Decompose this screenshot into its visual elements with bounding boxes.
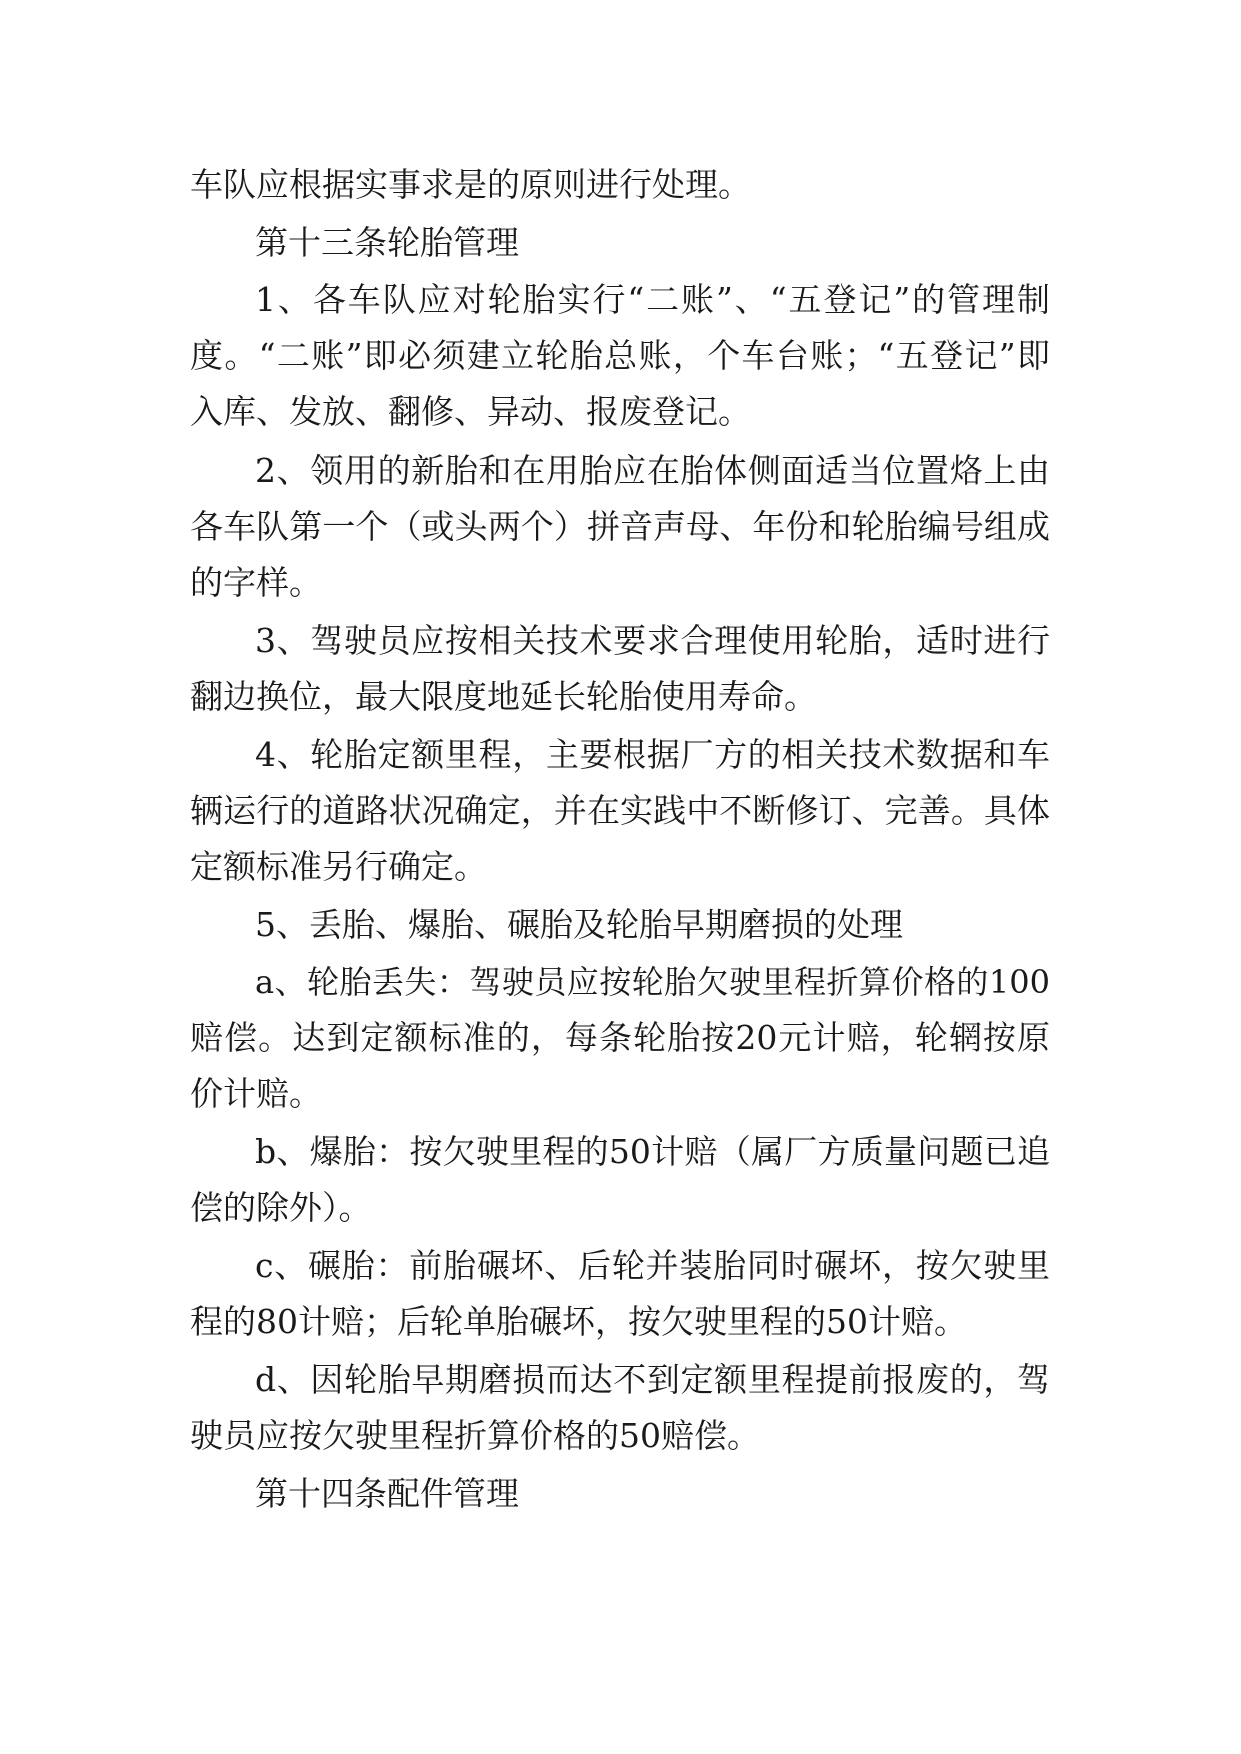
text-line: 价计赔。 (190, 1074, 322, 1113)
text-line: 驶员应按欠驶里程折算价格的50赔偿。 (190, 1416, 760, 1455)
text-line: 5、丢胎、爆胎、碾胎及轮胎早期磨损的处理 (255, 905, 903, 944)
text-line: b、爆胎：按欠驶里程的50计赔（属厂方质量问题已追 (255, 1132, 1050, 1171)
text-line: 程的80计赔；后轮单胎碾坏，按欠驶里程的50计赔。 (190, 1302, 967, 1341)
text-line: d、因轮胎早期磨损而达不到定额里程提前报废的，驾 (255, 1360, 1050, 1399)
text-line: 各车队第一个（或头两个）拼音声母、年份和轮胎编号组成 (190, 507, 1050, 546)
text-line: 车队应根据实事求是的原则进行处理。 (190, 165, 751, 204)
text-line: 偿的除外）。 (190, 1188, 372, 1227)
text-line: a、轮胎丢失：驾驶员应按轮胎欠驶里程折算价格的100 (255, 963, 1050, 1001)
text-line: 辆运行的道路状况确定，并在实践中不断修订、完善。具体 (190, 791, 1050, 830)
text-line: 赔偿。达到定额标准的，每条轮胎按20元计赔，轮辋按原 (190, 1018, 1050, 1057)
section-heading: 第十三条轮胎管理 (255, 223, 519, 262)
section-heading: 第十四条配件管理 (255, 1474, 519, 1513)
text-line: 翻边换位，最大限度地延长轮胎使用寿命。 (190, 677, 817, 716)
text-line: 3、驾驶员应按相关技术要求合理使用轮胎，适时进行 (255, 621, 1050, 660)
text-line: c、碾胎：前胎碾坏、后轮并装胎同时碾坏，按欠驶里 (255, 1246, 1050, 1285)
text-line: 2、领用的新胎和在用胎应在胎体侧面适当位置烙上由 (255, 451, 1050, 490)
text-line: 4、轮胎定额里程，主要根据厂方的相关技术数据和车 (255, 735, 1050, 774)
text-line: 定额标准另行确定。 (190, 847, 487, 886)
text-line: 度。“二账”即必须建立轮胎总账，个车台账；“五登记”即 (190, 336, 1050, 375)
text-line: 的字样。 (190, 563, 322, 602)
text-line: 1、各车队应对轮胎实行“二账”、“五登记”的管理制 (255, 280, 1050, 319)
text-line: 入库、发放、翻修、异动、报废登记。 (190, 392, 751, 431)
